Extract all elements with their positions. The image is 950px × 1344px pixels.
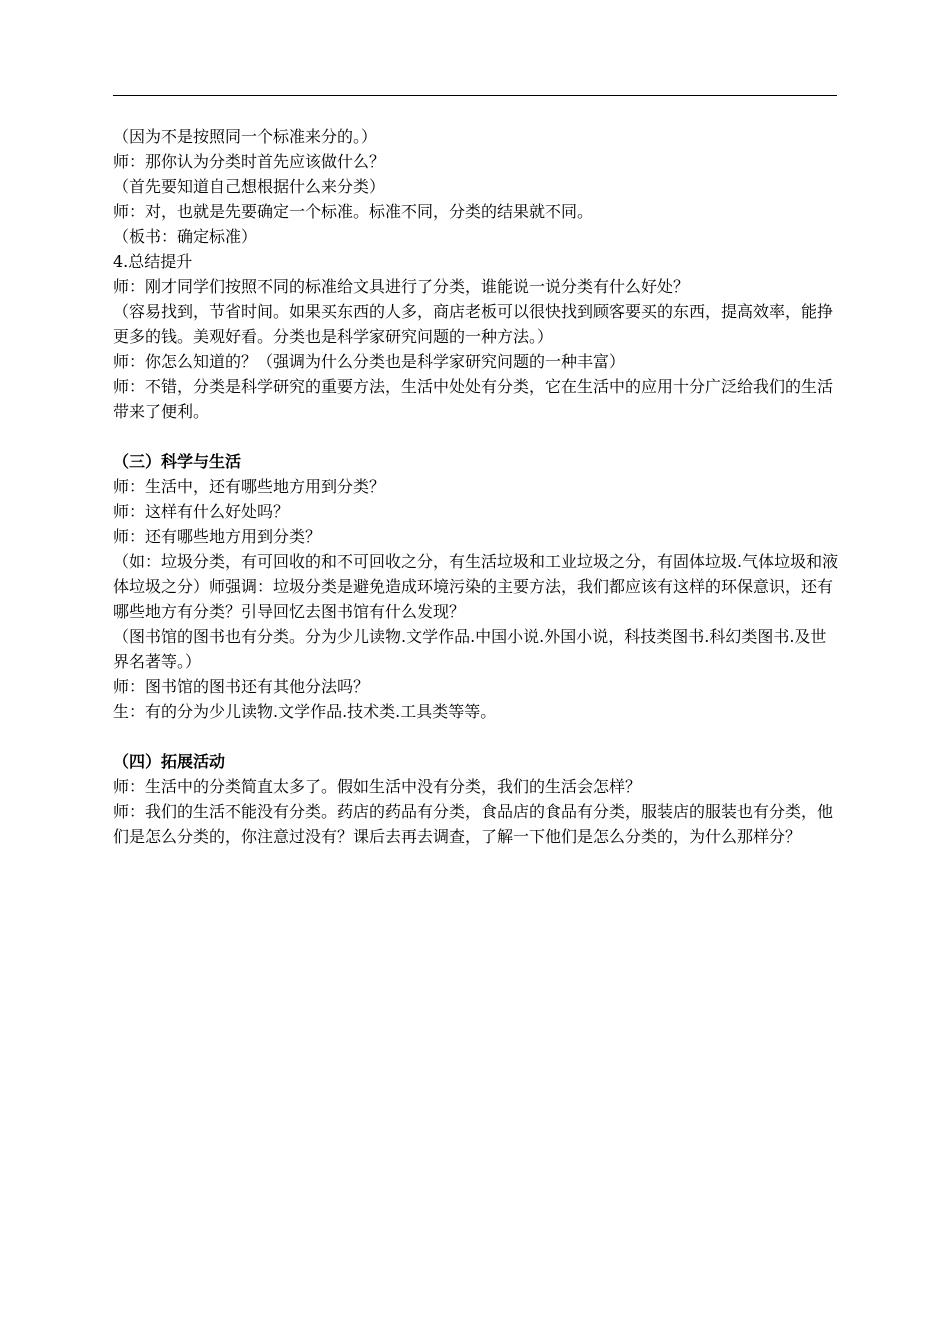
paragraph: 师：我们的生活不能没有分类。药店的药品有分类，食品店的食品有分类，服装店的服装也有分类，他们是怎么分类的，你注意过没有？课后去再去调查，了解一下他们是怎么分类的，为什么那样分？ [113, 802, 834, 846]
paragraph: （如：垃圾分类，有可回收的和不可回收之分，有生活垃圾和工业垃圾之分，有固体垃圾.气体垃圾和液体垃圾之分）师强调：垃圾分类是避免造成环境污染的主要方法，我们都应该有这样的环保意识，还有哪些地方有分类？引导回忆去图书馆有什么发现？ [113, 552, 839, 621]
paragraph: （图书馆的图书也有分类。分为少儿读物.文学作品.中国小说.外国小说，科技类图书.科幻类图书.及世界名著等。） [113, 627, 827, 671]
spacer [113, 424, 839, 449]
paragraph: （因为不是按照同一个标准来分的。） [113, 127, 378, 146]
paragraph: 师：生活中的分类简直太多了。假如生活中没有分类，我们的生活会怎样？ [113, 777, 642, 796]
paragraph: 师：刚才同学们按照不同的标准给文具进行了分类，谁能说一说分类有什么好处？ [113, 277, 690, 296]
paragraph: 师：你怎么知道的？（强调为什么分类也是科学家研究问题的一种丰富） [113, 352, 626, 371]
paragraph: （首先要知道自己想根据什么来分类） [113, 177, 386, 196]
paragraph: 师：还有哪些地方用到分类？ [113, 527, 322, 546]
paragraph: 师：图书馆的图书还有其他分法吗？ [113, 677, 370, 696]
subsection-title: 4.总结提升 [113, 252, 193, 271]
paragraph: 师：这样有什么好处吗？ [113, 502, 290, 521]
spacer [113, 724, 839, 749]
section-heading-extension-activity: （四）拓展活动 [113, 752, 226, 771]
header-rule [113, 95, 837, 96]
paragraph: （板书：确定标准） [113, 227, 258, 246]
paragraph: 师：生活中，还有哪些地方用到分类？ [113, 477, 386, 496]
paragraph: 师：那你认为分类时首先应该做什么？ [113, 152, 386, 171]
document-body [113, 124, 839, 849]
paragraph: 师：对，也就是先要确定一个标准。标准不同，分类的结果就不同。 [113, 202, 594, 221]
section-heading-science-and-life: （三）科学与生活 [113, 452, 242, 471]
paragraph: 生：有的分为少儿读物.文学作品.技术类.工具类等等。 [113, 702, 497, 721]
paragraph: 师：不错，分类是科学研究的重要方法，生活中处处有分类，它在生活中的应用十分广泛给我们的生活带来了便利。 [113, 377, 834, 421]
paragraph: （容易找到，节省时间。如果买东西的人多，商店老板可以很快找到顾客要买的东西，提高效率，能挣更多的钱。美观好看。分类也是科学家研究问题的一种方法。） [113, 302, 834, 346]
